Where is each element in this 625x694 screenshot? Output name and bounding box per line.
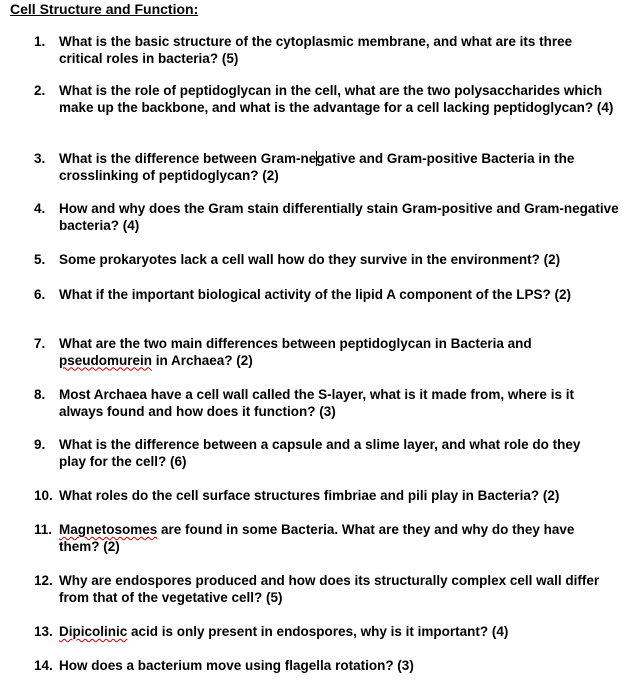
question-text: What if the important biological activity of the lipid A component of the LPS? (2) [59,287,571,302]
question-text-part: are found in some Bacteria. What are they and why do they have them? (2) [59,522,575,554]
question-number: 10. [34,488,53,503]
question-number: 1. [34,34,46,49]
question-text: What is the difference between a capsule and a slime layer, and what role do they play for the cell? (6) [59,437,581,469]
spellcheck-flagged-word[interactable]: pseudomurein [59,352,153,368]
question-text-part: What are the two main differences between peptidoglycan in Bacteria and [59,336,532,351]
question-text-part: gative and Gram-positive Bacteria in the crosslinking of peptidoglycan? (2) [59,151,575,183]
question-text: Why are endospores produced and how does its structurally complex cell wall differ from that of the vegetative cell? (5) [59,573,600,605]
question-number: 9. [34,437,46,452]
question-text: How does a bacterium move using flagella rotation? (3) [59,658,414,673]
question-text: How and why does the Gram stain differentially stain Gram-positive and Gram-negative bacteria? (4) [59,201,619,233]
question-number: 7. [34,336,46,351]
question-text: What is the basic structure of the cytoplasmic membrane, and what are its three critical roles in bacteria? (5) [59,34,573,66]
question-text-part: in Archaea? (2) [152,352,253,368]
question-number: 11. [34,522,53,537]
question-number: 2. [34,83,46,98]
question-number: 8. [34,387,46,402]
spellcheck-flagged-word[interactable]: Magnetosomes [59,522,158,537]
question-text [59,522,599,555]
question-text: Most Archaea have a cell wall called the S-layer, what is it made from, where is it always found and how does it function? (3) [59,387,574,419]
question-number: 13. [34,624,53,639]
question-number: 5. [34,252,46,267]
question-number: 3. [34,151,46,166]
question-number: 14. [34,658,53,673]
question-text-part: acid is only present in endospores, why is it important? (4) [127,624,509,639]
question-number: 4. [34,201,46,216]
question-text: What is the role of peptidoglycan in the cell, what are the two polysaccharides which make up the backbone, and what is the advantage for a cell lacking peptidoglycan? (4) [59,83,614,115]
document-title: Cell Structure and Function: [10,1,199,17]
question-number: 6. [34,287,46,302]
question-text [59,151,599,184]
question-text: Some prokaryotes lack a cell wall how do they survive in the environment? (2) [59,252,561,267]
question-text [59,624,619,641]
question-number: 12. [34,573,53,588]
question-text-part: What is the difference between Gram-ne [59,151,317,166]
question-text [59,336,599,369]
question-text: What roles do the cell surface structures fimbriae and pili play in Bacteria? (2) [59,488,560,503]
spellcheck-flagged-word[interactable]: Dipicolinic [59,624,128,639]
